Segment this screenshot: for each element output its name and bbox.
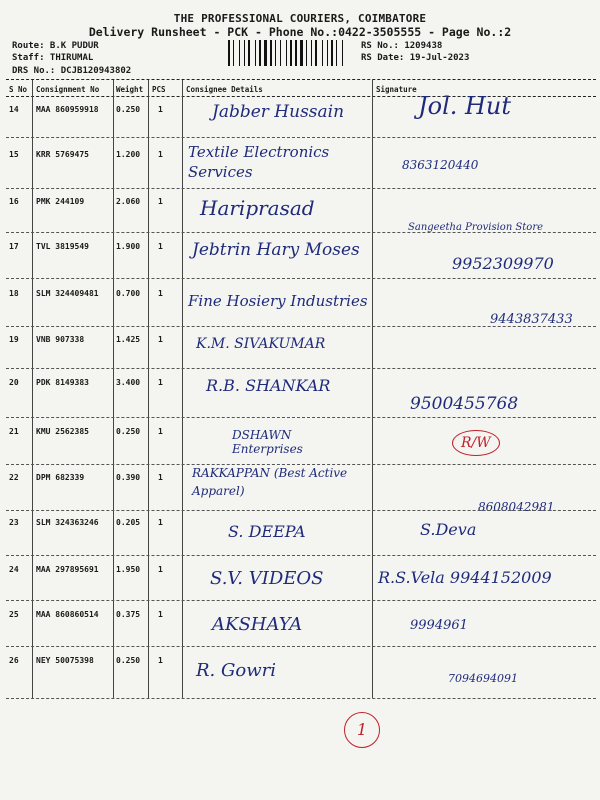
- barcode-bar: [264, 40, 267, 66]
- row-consignment: KMU 2562385: [36, 427, 89, 436]
- row-sno: 19: [9, 335, 19, 344]
- drs-number: DRS No.: DCJB120943802: [12, 66, 132, 76]
- col-divider: [113, 80, 114, 698]
- row-pcs: 1: [158, 242, 163, 251]
- barcode-bar: [280, 40, 281, 66]
- barcode-bar: [313, 40, 314, 66]
- row-consignment: KRR 5769475: [36, 150, 89, 159]
- col-pcs: PCS: [152, 85, 166, 94]
- col-divider: [372, 80, 373, 698]
- row-consignment: SLM 324409481: [36, 289, 99, 298]
- signature-handwriting: R.S.Vela 9944152009: [378, 568, 552, 587]
- row-sno: 25: [9, 610, 19, 619]
- consignee-handwriting: Textile Electronics Services: [188, 143, 330, 181]
- barcode-bar: [248, 40, 250, 66]
- row-pcs: 1: [158, 197, 163, 206]
- barcode-bar: [235, 40, 238, 66]
- barcode-bar: [277, 40, 279, 66]
- signature-handwriting: Jol. Hut: [418, 92, 512, 120]
- barcode-bar: [311, 40, 312, 66]
- consignee-handwriting: Jebtrin Hary Moses: [192, 240, 360, 260]
- circled-page-mark: 1: [344, 712, 380, 748]
- barcode-bar: [275, 40, 276, 66]
- row-weight: 1.900: [116, 242, 141, 251]
- row-sno: 21: [9, 427, 19, 436]
- row-pcs: 1: [158, 427, 163, 436]
- consignee-handwriting: Fine Hosiery Industries: [188, 292, 368, 310]
- row-separator: [6, 326, 596, 327]
- col-weight: Weight: [116, 85, 144, 94]
- barcode-bar: [262, 40, 263, 66]
- row-sno: 18: [9, 289, 19, 298]
- barcode-bar: [259, 40, 261, 66]
- barcode-bar: [338, 40, 341, 66]
- row-pcs: 1: [158, 105, 163, 114]
- row-consignment: DPM 682339: [36, 473, 85, 482]
- row-separator: [6, 510, 596, 511]
- barcode-bar: [286, 40, 287, 66]
- row-weight: 0.375: [116, 610, 141, 619]
- barcode-bar: [251, 40, 254, 66]
- barcode-bar: [257, 40, 258, 66]
- company-title: THE PROFESSIONAL COURIERS, COIMBATORE: [173, 12, 427, 25]
- rs-date: RS Date: 19-Jul-2023: [361, 53, 470, 63]
- row-weight: 0.250: [116, 427, 141, 436]
- barcode-bar: [268, 40, 269, 66]
- row-weight: 0.250: [116, 656, 141, 665]
- barcode-bar: [318, 40, 321, 66]
- barcode-image: [228, 40, 356, 66]
- staff-label: Staff: THIRUMAL: [12, 53, 94, 63]
- row-separator: [6, 698, 596, 699]
- col-sno: S No: [9, 85, 28, 94]
- row-separator: [6, 278, 596, 279]
- col-divider: [148, 80, 149, 698]
- barcode-bar: [295, 40, 297, 66]
- barcode-bar: [244, 40, 245, 66]
- row-pcs: 1: [158, 610, 163, 619]
- consignee-handwriting: Hariprasad: [200, 196, 315, 220]
- col-divider: [182, 80, 183, 698]
- received-stamp: R/W: [452, 430, 500, 456]
- barcode-bar: [315, 40, 317, 66]
- row-sno: 16: [9, 197, 19, 206]
- row-sno: 14: [9, 105, 19, 114]
- row-consignment: SLM 324363246: [36, 518, 99, 527]
- col-consignee: Consignee Details: [186, 85, 263, 94]
- runsheet-subtitle: Delivery Runsheet - PCK - Phone No.:0422-3505555 - Page No.:2: [88, 25, 512, 39]
- barcode-bar: [228, 40, 230, 66]
- signature-handwriting: 9994961: [410, 618, 468, 633]
- barcode-bar: [241, 40, 243, 66]
- rs-number: RS No.: 1209438: [361, 41, 443, 51]
- row-weight: 1.950: [116, 565, 141, 574]
- barcode-bar: [342, 40, 343, 66]
- barcode-bar: [322, 40, 323, 66]
- row-weight: 3.400: [116, 378, 141, 387]
- barcode-bar: [290, 40, 292, 66]
- row-separator: [6, 600, 596, 601]
- consignee-handwriting: R. Gowri: [196, 660, 276, 681]
- row-sno: 22: [9, 473, 19, 482]
- consignee-handwriting: K.M. SIVAKUMAR: [196, 336, 326, 352]
- signature-handwriting: 8608042981: [478, 500, 555, 514]
- row-consignment: TVL 3819549: [36, 242, 89, 251]
- row-separator: [6, 555, 596, 556]
- barcode-bar: [288, 40, 289, 66]
- row-sno: 24: [9, 565, 19, 574]
- barcode-bar: [304, 40, 305, 66]
- barcode-bar: [298, 40, 299, 66]
- row-weight: 0.250: [116, 105, 141, 114]
- row-separator: [6, 646, 596, 647]
- row-consignment: VNB 907338: [36, 335, 85, 344]
- row-consignment: PDK 8149383: [36, 378, 89, 387]
- col-consignment: Consignment No: [36, 85, 100, 94]
- barcode-bar: [246, 40, 247, 66]
- barcode-bar: [300, 40, 303, 66]
- row-sno: 26: [9, 656, 19, 665]
- row-weight: 0.205: [116, 518, 141, 527]
- row-separator: [6, 368, 596, 369]
- consignee-handwriting: RAKKAPPAN (Best Active Apparel): [192, 466, 348, 498]
- barcode-bar: [329, 40, 330, 66]
- barcode-bar: [334, 40, 335, 66]
- barcode-bar: [239, 40, 240, 66]
- row-pcs: 1: [158, 378, 163, 387]
- row-separator: [6, 232, 596, 233]
- row-weight: 2.060: [116, 197, 141, 206]
- row-separator: [6, 137, 596, 138]
- barcode-bar: [331, 40, 333, 66]
- barcode-bar: [308, 40, 310, 66]
- signature-handwriting: 9952309970: [452, 254, 554, 273]
- barcode-bar: [336, 40, 337, 66]
- consignee-handwriting: DSHAWN Enterprises: [232, 428, 303, 456]
- header-top-rule: [6, 79, 596, 80]
- row-pcs: 1: [158, 335, 163, 344]
- col-signature: Signature: [376, 85, 417, 94]
- barcode-bar: [306, 40, 307, 66]
- row-consignment: MAA 860860514: [36, 610, 99, 619]
- barcode-bar: [293, 40, 294, 66]
- row-weight: 1.200: [116, 150, 141, 159]
- signature-handwriting: 9443837433: [490, 312, 573, 327]
- barcode-bar: [327, 40, 328, 66]
- signature-handwriting: 9500455768: [410, 394, 519, 414]
- row-weight: 0.700: [116, 289, 141, 298]
- row-separator: [6, 417, 596, 418]
- consignee-handwriting: R.B. SHANKAR: [206, 376, 331, 395]
- col-divider: [32, 80, 33, 698]
- row-pcs: 1: [158, 289, 163, 298]
- signature-handwriting: 8363120440: [402, 158, 479, 172]
- row-consignment: MAA 860959918: [36, 105, 99, 114]
- row-consignment: MAA 297895691: [36, 565, 99, 574]
- route-label: Route: B.K PUDUR: [12, 41, 99, 51]
- row-separator: [6, 188, 596, 189]
- row-consignment: PMK 244109: [36, 197, 85, 206]
- row-consignment: NEY 50075398: [36, 656, 94, 665]
- barcode-bar: [231, 40, 232, 66]
- signature-handwriting: S.Deva: [420, 520, 477, 539]
- row-pcs: 1: [158, 565, 163, 574]
- row-weight: 0.390: [116, 473, 141, 482]
- row-sno: 17: [9, 242, 19, 251]
- barcode-bar: [344, 40, 346, 66]
- barcode-bar: [255, 40, 256, 66]
- signature-handwriting: Sangeetha Provision Store: [408, 222, 544, 233]
- barcode-bar: [273, 40, 274, 66]
- barcode-bar: [270, 40, 272, 66]
- consignee-handwriting: AKSHAYA: [212, 614, 303, 635]
- row-pcs: 1: [158, 518, 163, 527]
- row-weight: 1.425: [116, 335, 141, 344]
- row-pcs: 1: [158, 656, 163, 665]
- consignee-handwriting: S. DEEPA: [228, 522, 306, 541]
- row-sno: 15: [9, 150, 19, 159]
- barcode-bar: [282, 40, 285, 66]
- row-sno: 23: [9, 518, 19, 527]
- barcode-bar: [233, 40, 234, 66]
- row-sno: 20: [9, 378, 19, 387]
- consignee-handwriting: Jabber Hussain: [212, 102, 345, 122]
- row-pcs: 1: [158, 150, 163, 159]
- consignee-handwriting: S.V. VIDEOS: [210, 568, 324, 589]
- row-pcs: 1: [158, 473, 163, 482]
- signature-handwriting: 7094694091: [448, 672, 518, 685]
- barcode-bar: [324, 40, 326, 66]
